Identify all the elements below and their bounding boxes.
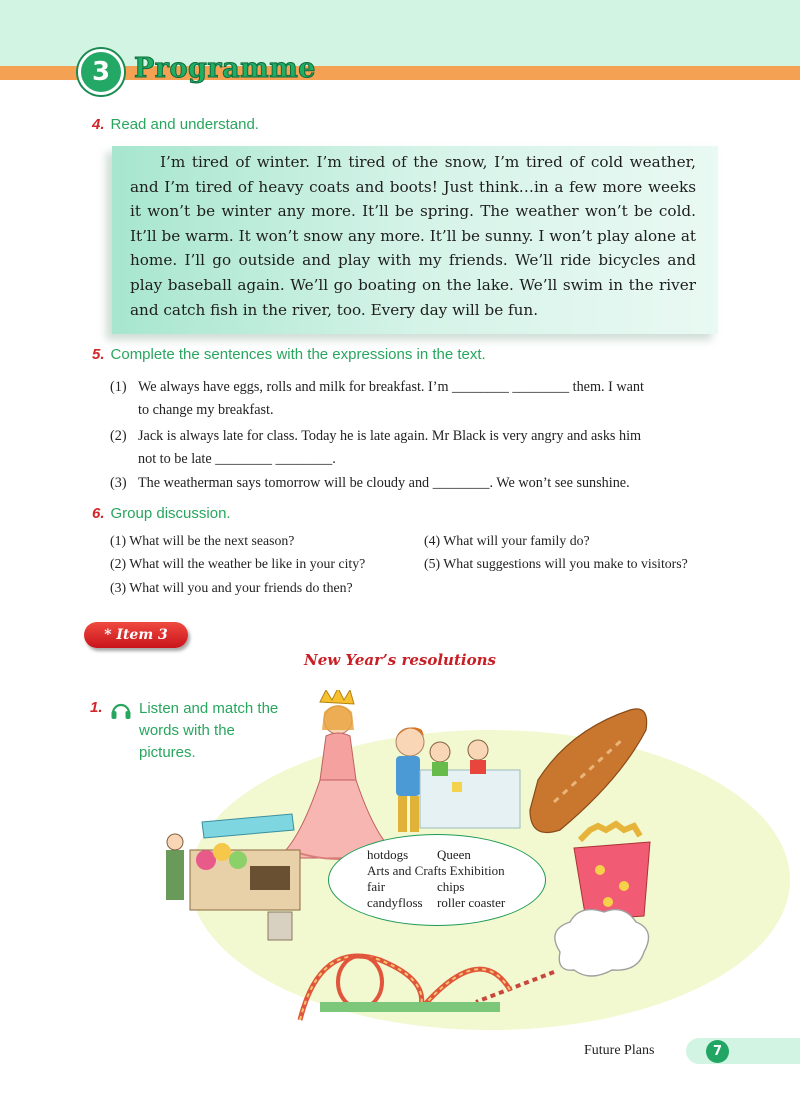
word-row — [367, 895, 505, 911]
footer-label: Future Plans — [584, 1043, 655, 1058]
sentence-text: Jack is always late for class. Today he is late again. Mr Black is very angry and asks him — [138, 428, 642, 444]
headphones-icon — [110, 700, 132, 720]
sentence-2 — [110, 425, 710, 471]
word-candyfloss: candyfloss — [367, 895, 423, 910]
unit-number-badge: 3 — [78, 49, 124, 95]
item3-task1-instruction: Listen and match the words with the pictures. — [139, 700, 279, 761]
word-hotdogs: hotdogs — [367, 847, 409, 862]
sentence-text: We always have eggs, rolls and milk for breakfast. I’m ________ ________ them. I want — [138, 379, 644, 395]
question-1: (1) What will be the next season? — [110, 533, 295, 548]
question-3: (3) What will you and your friends do then? — [110, 580, 353, 595]
task4-title: Read and understand. — [110, 116, 259, 133]
task5-number: 5. — [92, 346, 105, 363]
word-fair: fair — [367, 879, 386, 894]
item3-task1-number: 1. — [90, 699, 103, 716]
sentence-3 — [110, 472, 710, 495]
item3-badge: * Item 3 — [84, 622, 188, 648]
word-arts-and-crafts: Arts and Crafts Exhibition — [367, 863, 505, 878]
sentence-number: (2) — [110, 428, 127, 444]
reading-passage: I’m tired of winter. I’m tired of the snow, I’m tired of cold weather, and I’m tired of heavy coats and boots! Just think…in a few more weeks it won’t be winter any more. It’ll be spring. The weather won’t be cold. It’ll be warm. It won’t snow any more. It’ll be sunny. I won’t play alone at home. I’ll go outside and play with my friends. We’ll ride bicycles and play baseball again. We’ll go boating on the lake. We’ll swim in the river and catch fish in the river, too. Every day will be fun. — [130, 153, 696, 319]
question-4: (4) What will your family do? — [424, 533, 590, 548]
header-background — [0, 0, 800, 66]
sentence-text: The weatherman says tomorrow will be cloudy and ________. We won’t see sunshine. — [138, 475, 630, 491]
footer-tab — [686, 1038, 800, 1064]
word-list — [367, 847, 505, 911]
task4-heading — [92, 116, 259, 133]
sentence-number: (3) — [110, 475, 127, 491]
question-5: (5) What suggestions will you make to visitors? — [424, 556, 688, 571]
unit-title: Programme — [134, 53, 316, 84]
word-row — [367, 847, 505, 863]
task4-number: 4. — [92, 116, 105, 133]
item3-subtitle: New Year’s resolutions — [304, 651, 496, 669]
sentence-number: (1) — [110, 379, 127, 395]
word-row — [367, 879, 505, 895]
page-number: 7 — [706, 1040, 729, 1063]
word-queen: Queen — [437, 847, 471, 862]
word-roller-coaster: roller coaster — [437, 895, 506, 910]
sentence-1 — [110, 376, 710, 422]
word-row — [367, 863, 505, 879]
task5-heading — [92, 346, 486, 363]
item3-task1-number-wrap — [90, 699, 109, 716]
word-chips: chips — [437, 879, 465, 894]
task6-title: Group discussion. — [110, 505, 231, 522]
sentence-continuation: to change my breakfast. — [138, 402, 274, 418]
task6-heading — [92, 505, 231, 522]
sentence-continuation: not to be late ________ ________. — [138, 451, 336, 467]
task5-title: Complete the sentences with the expressions in the text. — [110, 346, 486, 363]
question-2: (2) What will the weather be like in your city? — [110, 556, 366, 571]
task6-number: 6. — [92, 505, 105, 522]
